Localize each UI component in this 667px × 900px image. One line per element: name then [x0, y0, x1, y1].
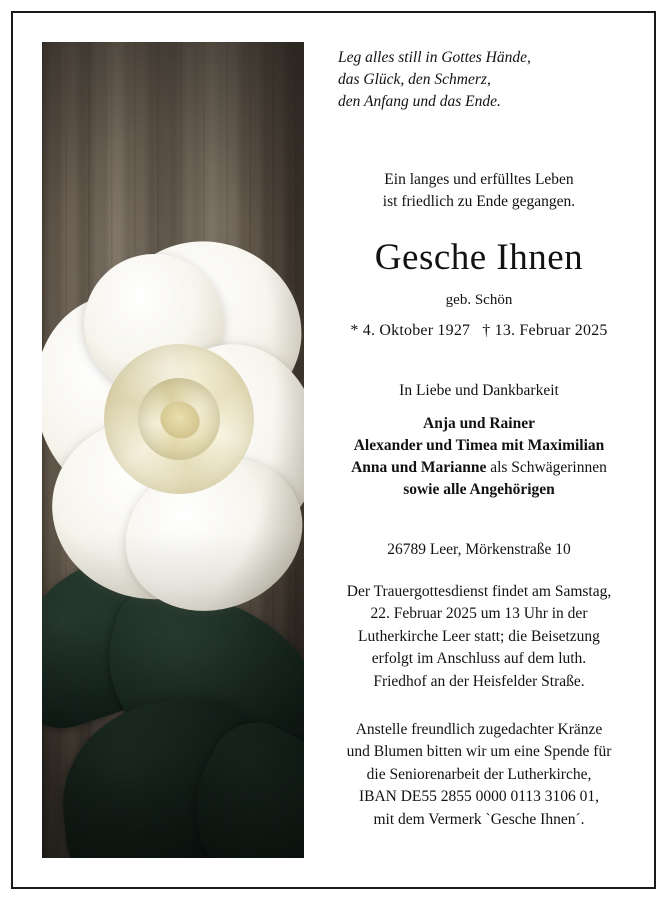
- rose-photo: [42, 42, 304, 858]
- verse-line: den Anfang und das Ende.: [338, 93, 501, 110]
- service-line: Lutherkirche Leer statt; die Beisetzung: [358, 627, 600, 645]
- family-names: sowie alle Angehörigen: [403, 480, 555, 498]
- deceased-name: Gesche Ihnen: [374, 236, 584, 278]
- service-line: 22. Februar 2025 um 13 Uhr in der: [370, 605, 588, 623]
- intro-line: ist friedlich zu Ende gegangen.: [382, 193, 576, 211]
- death-date: † 13. Februar 2025: [482, 321, 608, 339]
- intro-line: Ein langes und erfülltes Leben: [384, 171, 574, 188]
- address-line: 26789 Leer, Mörkenstraße 10: [387, 540, 571, 558]
- gratitude-line: In Liebe und Dankbarkeit: [399, 381, 559, 399]
- family-line: [351, 435, 607, 457]
- maiden-name: geb. Schön: [445, 291, 513, 308]
- family-line: [351, 457, 607, 479]
- family-names: Anja und Rainer: [423, 414, 535, 432]
- family-names: Anna und Marianne: [351, 458, 487, 476]
- intro-block: [383, 169, 575, 214]
- family-block: [351, 413, 607, 501]
- birth-date: * 4. Oktober 1927: [350, 321, 471, 339]
- service-line: Der Trauergottesdienst findet am Samstag,: [346, 582, 612, 600]
- family-note: als Schwägerinnen: [486, 458, 607, 476]
- photo-vignette: [42, 42, 304, 858]
- service-line: Friedhof an der Heisfelder Straße.: [373, 672, 585, 690]
- donation-line: und Blumen bitten wir um eine Spende für: [346, 743, 612, 761]
- family-names: Alexander und Timea mit Maximilian: [353, 436, 605, 454]
- family-line: [351, 413, 607, 435]
- photo-background-wood: [42, 42, 304, 858]
- donation-line: Anstelle freundlich zugedachter Kränze: [355, 720, 603, 738]
- family-line: [351, 479, 607, 501]
- life-dates: [350, 322, 607, 340]
- donation-line: die Seniorenarbeit der Lutherkirche,: [366, 765, 592, 783]
- service-line: erfolgt im Anschluss auf dem luth.: [371, 650, 587, 668]
- donation-line: mit dem Vermerk `Gesche Ihnen´.: [373, 810, 585, 828]
- verse-line: das Glück, den Schmerz,: [338, 71, 491, 88]
- verse-block: [328, 47, 531, 113]
- verse-line: Leg alles still in Gottes Hände,: [338, 49, 531, 66]
- donation-line: IBAN DE55 2855 0000 0113 3106 01,: [358, 788, 600, 806]
- service-block: [347, 581, 611, 693]
- card-content: [13, 13, 654, 887]
- obituary-text: [304, 13, 654, 887]
- donation-block: [347, 719, 612, 831]
